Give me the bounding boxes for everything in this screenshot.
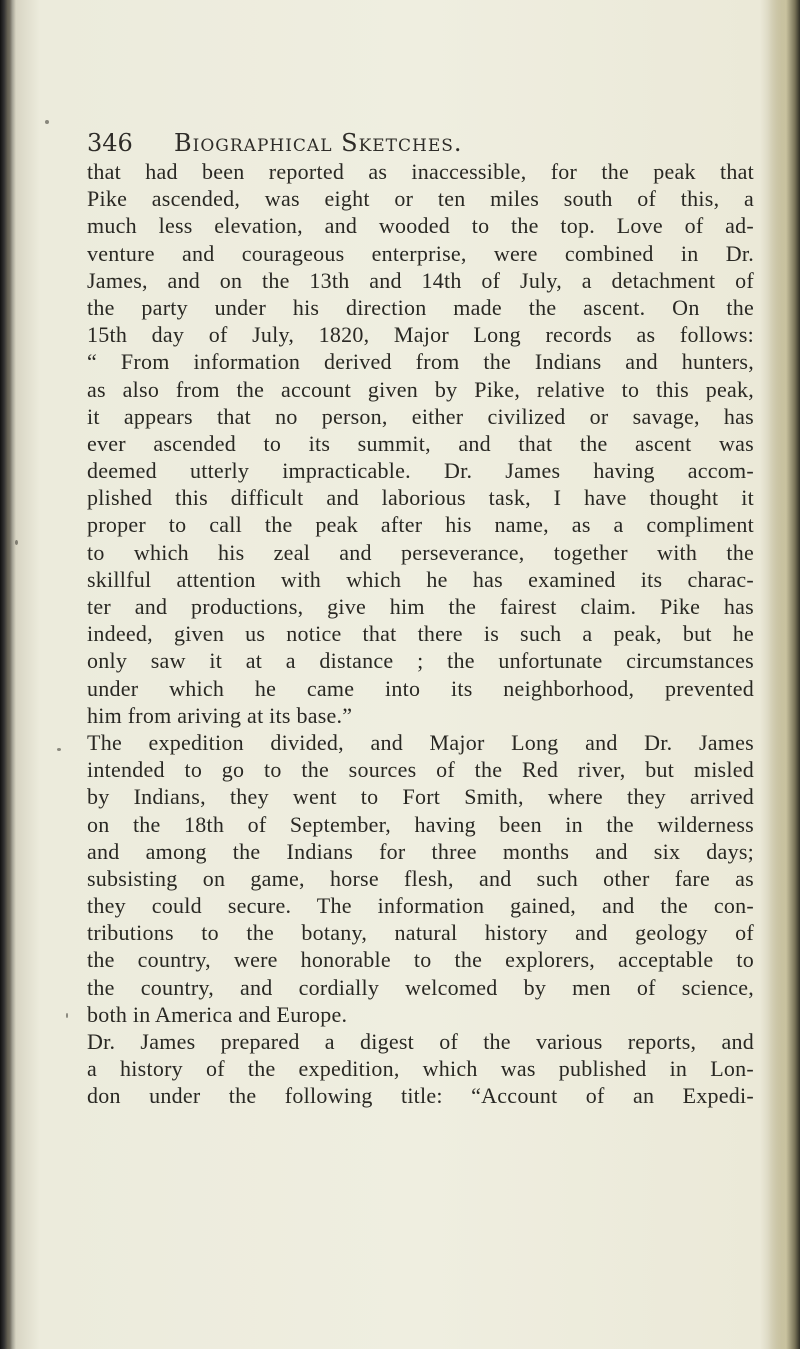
- running-title: Biographical Sketches.: [174, 129, 463, 157]
- text-line: proper to call the peak after his name, as a compliment: [87, 512, 754, 538]
- text-line: “ From information derived from the Indians and hunters,: [87, 349, 754, 375]
- text-line: indeed, given us notice that there is such a peak, but he: [87, 621, 754, 647]
- text-line: a history of the expedition, which was published in Lon-: [87, 1056, 754, 1082]
- text-line: the party under his direction made the ascent. On the: [87, 294, 754, 320]
- text-line: as also from the account given by Pike, relative to this peak,: [87, 376, 754, 402]
- text-line: to which his zeal and perseverance, together with the: [87, 539, 754, 565]
- text-line: The expedition divided, and Major Long and Dr. James: [87, 729, 754, 755]
- text-line: on the 18th of September, having been in the wilderness: [87, 811, 754, 837]
- text-line: skillful attention with which he has examined its charac-: [87, 566, 754, 592]
- text-line: only saw it at a distance ; the unfortunate circumstances: [87, 648, 754, 674]
- page-number: 346: [87, 129, 133, 157]
- text-line: and among the Indians for three months and six days;: [87, 838, 754, 864]
- body-text: [87, 158, 754, 1110]
- text-line: they could secure. The information gained, and the con-: [87, 893, 754, 919]
- text-line: ter and productions, give him the fairest claim. Pike has: [87, 594, 754, 619]
- text-line: don under the following title: “Account of an Expedi-: [87, 1083, 754, 1109]
- text-line: both in America and Europe.: [87, 1001, 348, 1027]
- paper-speck: [45, 120, 49, 124]
- book-gutter-edge: [0, 0, 12, 1349]
- text-line: under which he came into its neighborhood, prevented: [87, 675, 754, 701]
- text-line: Dr. James prepared a digest of the various reports, and: [87, 1029, 754, 1054]
- text-line: that had been reported as inaccessible, for the peak that: [87, 159, 754, 184]
- text-line: deemed utterly impracticable. Dr. James having accom-: [87, 458, 754, 484]
- paper-speck: [15, 540, 18, 545]
- paper-speck: [57, 748, 61, 751]
- text-line: it appears that no person, either civilized or savage, has: [87, 403, 754, 429]
- page-edge-shadow: [768, 0, 800, 1349]
- text-line: intended to go to the sources of the Red river, but misled: [87, 757, 754, 783]
- text-line: the country, and cordially welcomed by men of science,: [87, 974, 754, 1000]
- text-line: 15th day of July, 1820, Major Long records as follows:: [87, 322, 754, 348]
- text-line: by Indians, they went to Fort Smith, where they arrived: [87, 784, 754, 810]
- text-line: Pike ascended, was eight or ten miles south of this, a: [87, 186, 754, 212]
- paper-speck: [66, 1013, 68, 1018]
- text-line: much less elevation, and wooded to the top. Love of ad-: [87, 213, 754, 239]
- text-line: him from ariving at its base.”: [87, 702, 353, 728]
- text-line: subsisting on game, horse flesh, and such other fare as: [87, 865, 754, 891]
- text-line: ever ascended to its summit, and that the ascent was: [87, 430, 754, 456]
- text-line: plished this difficult and laborious task, I have thought it: [87, 485, 754, 511]
- text-line: James, and on the 13th and 14th of July, a detachment of: [87, 267, 754, 293]
- text-line: the country, were honorable to the explorers, acceptable to: [87, 947, 754, 973]
- text-line: venture and courageous enterprise, were combined in Dr.: [87, 240, 754, 266]
- text-line: tributions to the botany, natural history and geology of: [87, 920, 754, 946]
